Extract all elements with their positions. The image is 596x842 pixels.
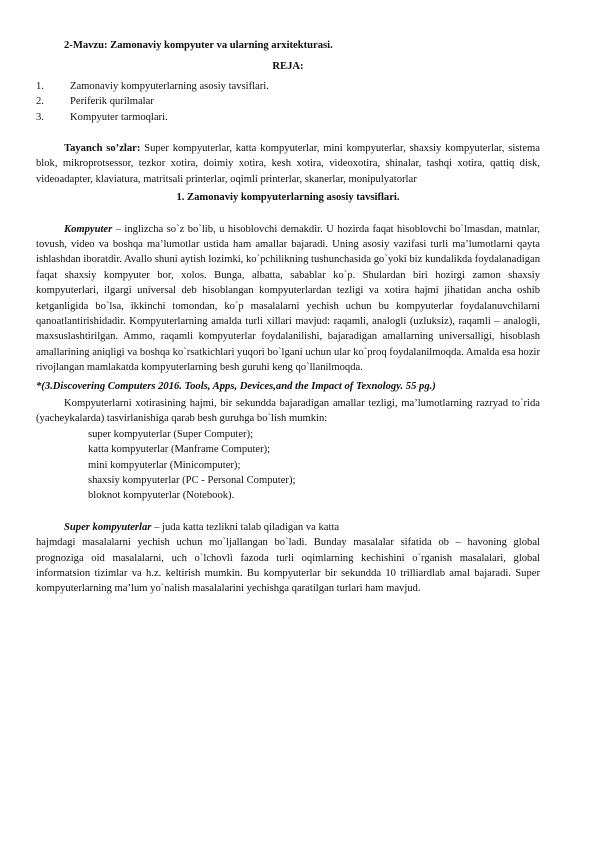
- spacer: [36, 206, 540, 222]
- spacer: [36, 125, 540, 141]
- plan-item-text: Zamonaviy kompyuterlarning asosiy tavsiflari.: [70, 80, 269, 92]
- list-item: [36, 458, 540, 473]
- supercomputer-term: Super kompyuterlar: [64, 521, 152, 533]
- reference-line: *(3.Discovering Computers 2016. Tools, Apps, Devices,and the Impact of Texnology. 55 pg.): [36, 380, 436, 392]
- keywords-text: Super kompyuterlar, katta kompyuterlar, mini kompyuterlar, shaxsiy kompyuterlar, sistema blok, mikroprotsessor, tezkor xotira, doimiy xotira, kesh xotira, videoxotira, shinalar, tashqi xotira, qattiq disk, videoadapter, klaviatura, matritsali printerlar, oqimli printerlar, skanerlar, monipulyatorlar: [36, 142, 540, 185]
- computer-paragraph: [36, 222, 540, 376]
- list-item: [36, 442, 540, 457]
- list-item-text: shaxsiy kompyuterlar (PC - Personal Computer);: [88, 475, 296, 487]
- plan-item-number: 3.: [36, 111, 44, 123]
- document-page: [36, 38, 540, 597]
- keywords-label: Tayanch so’zlar:: [64, 142, 141, 154]
- list-item: [36, 473, 540, 488]
- computer-text: – inglizcha so`z bo`lib, u hisoblovchi demakdir. U hozirda faqat hisoblovchi bo`lmasdan, matnlar, tovush, video va boshqa ma’lumotlar ustida ham amallar bajaradi. Uning asosiy vazifasi turli ma’lumotlarni qayta ishlashdan iboratdir. Avallo shuni aytish lozimki, ko`pchilikning tushunchasida go`yoki biz kundalikda foydalanadigan faqat shaxsiy kompyuter bor, xolos. Bunga, albatta, sabablar ko`p. Shulardan biri hozirgi zamon shaxsiy kompyuterlari, ilgargi universal deb hisoblangan kompyuterlardan tezligi va xotira hajmi jihatidan ancha oshib ketganligida bo`lsa, ikkinchi tomondan, ko`p masalalarni yechish uchun bu kompyuterlar foydalanuvchilarni qanoatlantirishidadir. Kompyuterlarning amalda turli xillari mavjud: raqamli, analogli (uzluksiz), raqamli – analogli, maxsuslashtirilgan. Ammo, raqamli kompyuterlar foydalanilishi, bajaradigan amallarning universalligi, hisoblash amallarining aniqligi va boshqa ko`rsatkichlari yuqori bo`lgani uchun ular ko`proq foydalanilmoqda. Amalda esa hozir rivojlangan mamlakatda kompyuterlarning besh guruhi keng qo`llanilmoqda.: [36, 223, 540, 374]
- spacer: [36, 504, 540, 520]
- bullet-icon: [36, 427, 88, 442]
- list-item-text: super kompyuterlar (Super Computer);: [88, 428, 254, 440]
- keywords-paragraph: [36, 141, 540, 187]
- plan-item-text: Kompyuter tarmoqlari.: [70, 111, 168, 123]
- plan-list: [36, 79, 540, 125]
- list-item-text: mini kompyuterlar (Minicomputer);: [88, 459, 241, 471]
- topic-title: 2-Mavzu: Zamonaviy kompyuter va ularning arxitekturasi.: [64, 40, 333, 51]
- bullet-icon: [36, 458, 88, 473]
- supercomputer-lead-text: – juda katta tezlikni talab qiladigan va katta: [151, 521, 340, 533]
- section-heading: 1. Zamonaviy kompyuterlarning asosiy tavsiflari.: [176, 192, 400, 204]
- plan-item: [36, 79, 540, 94]
- computer-groups-list: [36, 427, 540, 504]
- plan-item-text: Periferik qurilmalar: [70, 96, 154, 108]
- plan-item-number: 1.: [36, 80, 44, 92]
- computer-term: Kompyuter: [64, 223, 113, 235]
- list-item-text: bloknot kompyuterlar (Notebook).: [88, 490, 235, 502]
- supercomputer-paragraph: hajmdagi masalalarni yechish uchun mo`ljallangan bo`ladi. Bunday masalalar sifatida ob – havoning global prognoziga oid masalalarni, uch o`lchovli fazoda turli oqimlarning kechishini o`rganish masalalari, global informatsion tizimlar va h.z. keltirish mumkin. Bu kompyuterlar bir sekundda 10 trilliardlab amal bajaradi. Super kompyuterlarning ma’lum yo`nalish masalalarini yechishga qaratilgan turlari ham mavjud.: [36, 537, 540, 595]
- plan-item: [36, 110, 540, 125]
- plan-item-number: 2.: [36, 96, 44, 108]
- bullet-icon: [36, 473, 88, 488]
- plan-item: [36, 94, 540, 109]
- list-item-text: katta kompyuterlar (Manframe Computer);: [88, 444, 271, 456]
- supercomputer-lead: [36, 520, 540, 535]
- groups-paragraph: Kompyuterlarni xotirasining hajmi, bir sekundda bajaradigan amallar tezligi, ma’lumotlarning razryad to`rida (yacheykalarda) tasvirlanishiga qarab besh guruhga bo`lish mumkin:: [36, 398, 540, 425]
- bullet-icon: [36, 442, 88, 457]
- bullet-icon: [36, 488, 88, 503]
- list-item: [36, 488, 540, 503]
- list-item: [36, 427, 540, 442]
- plan-heading: REJA:: [272, 61, 304, 73]
